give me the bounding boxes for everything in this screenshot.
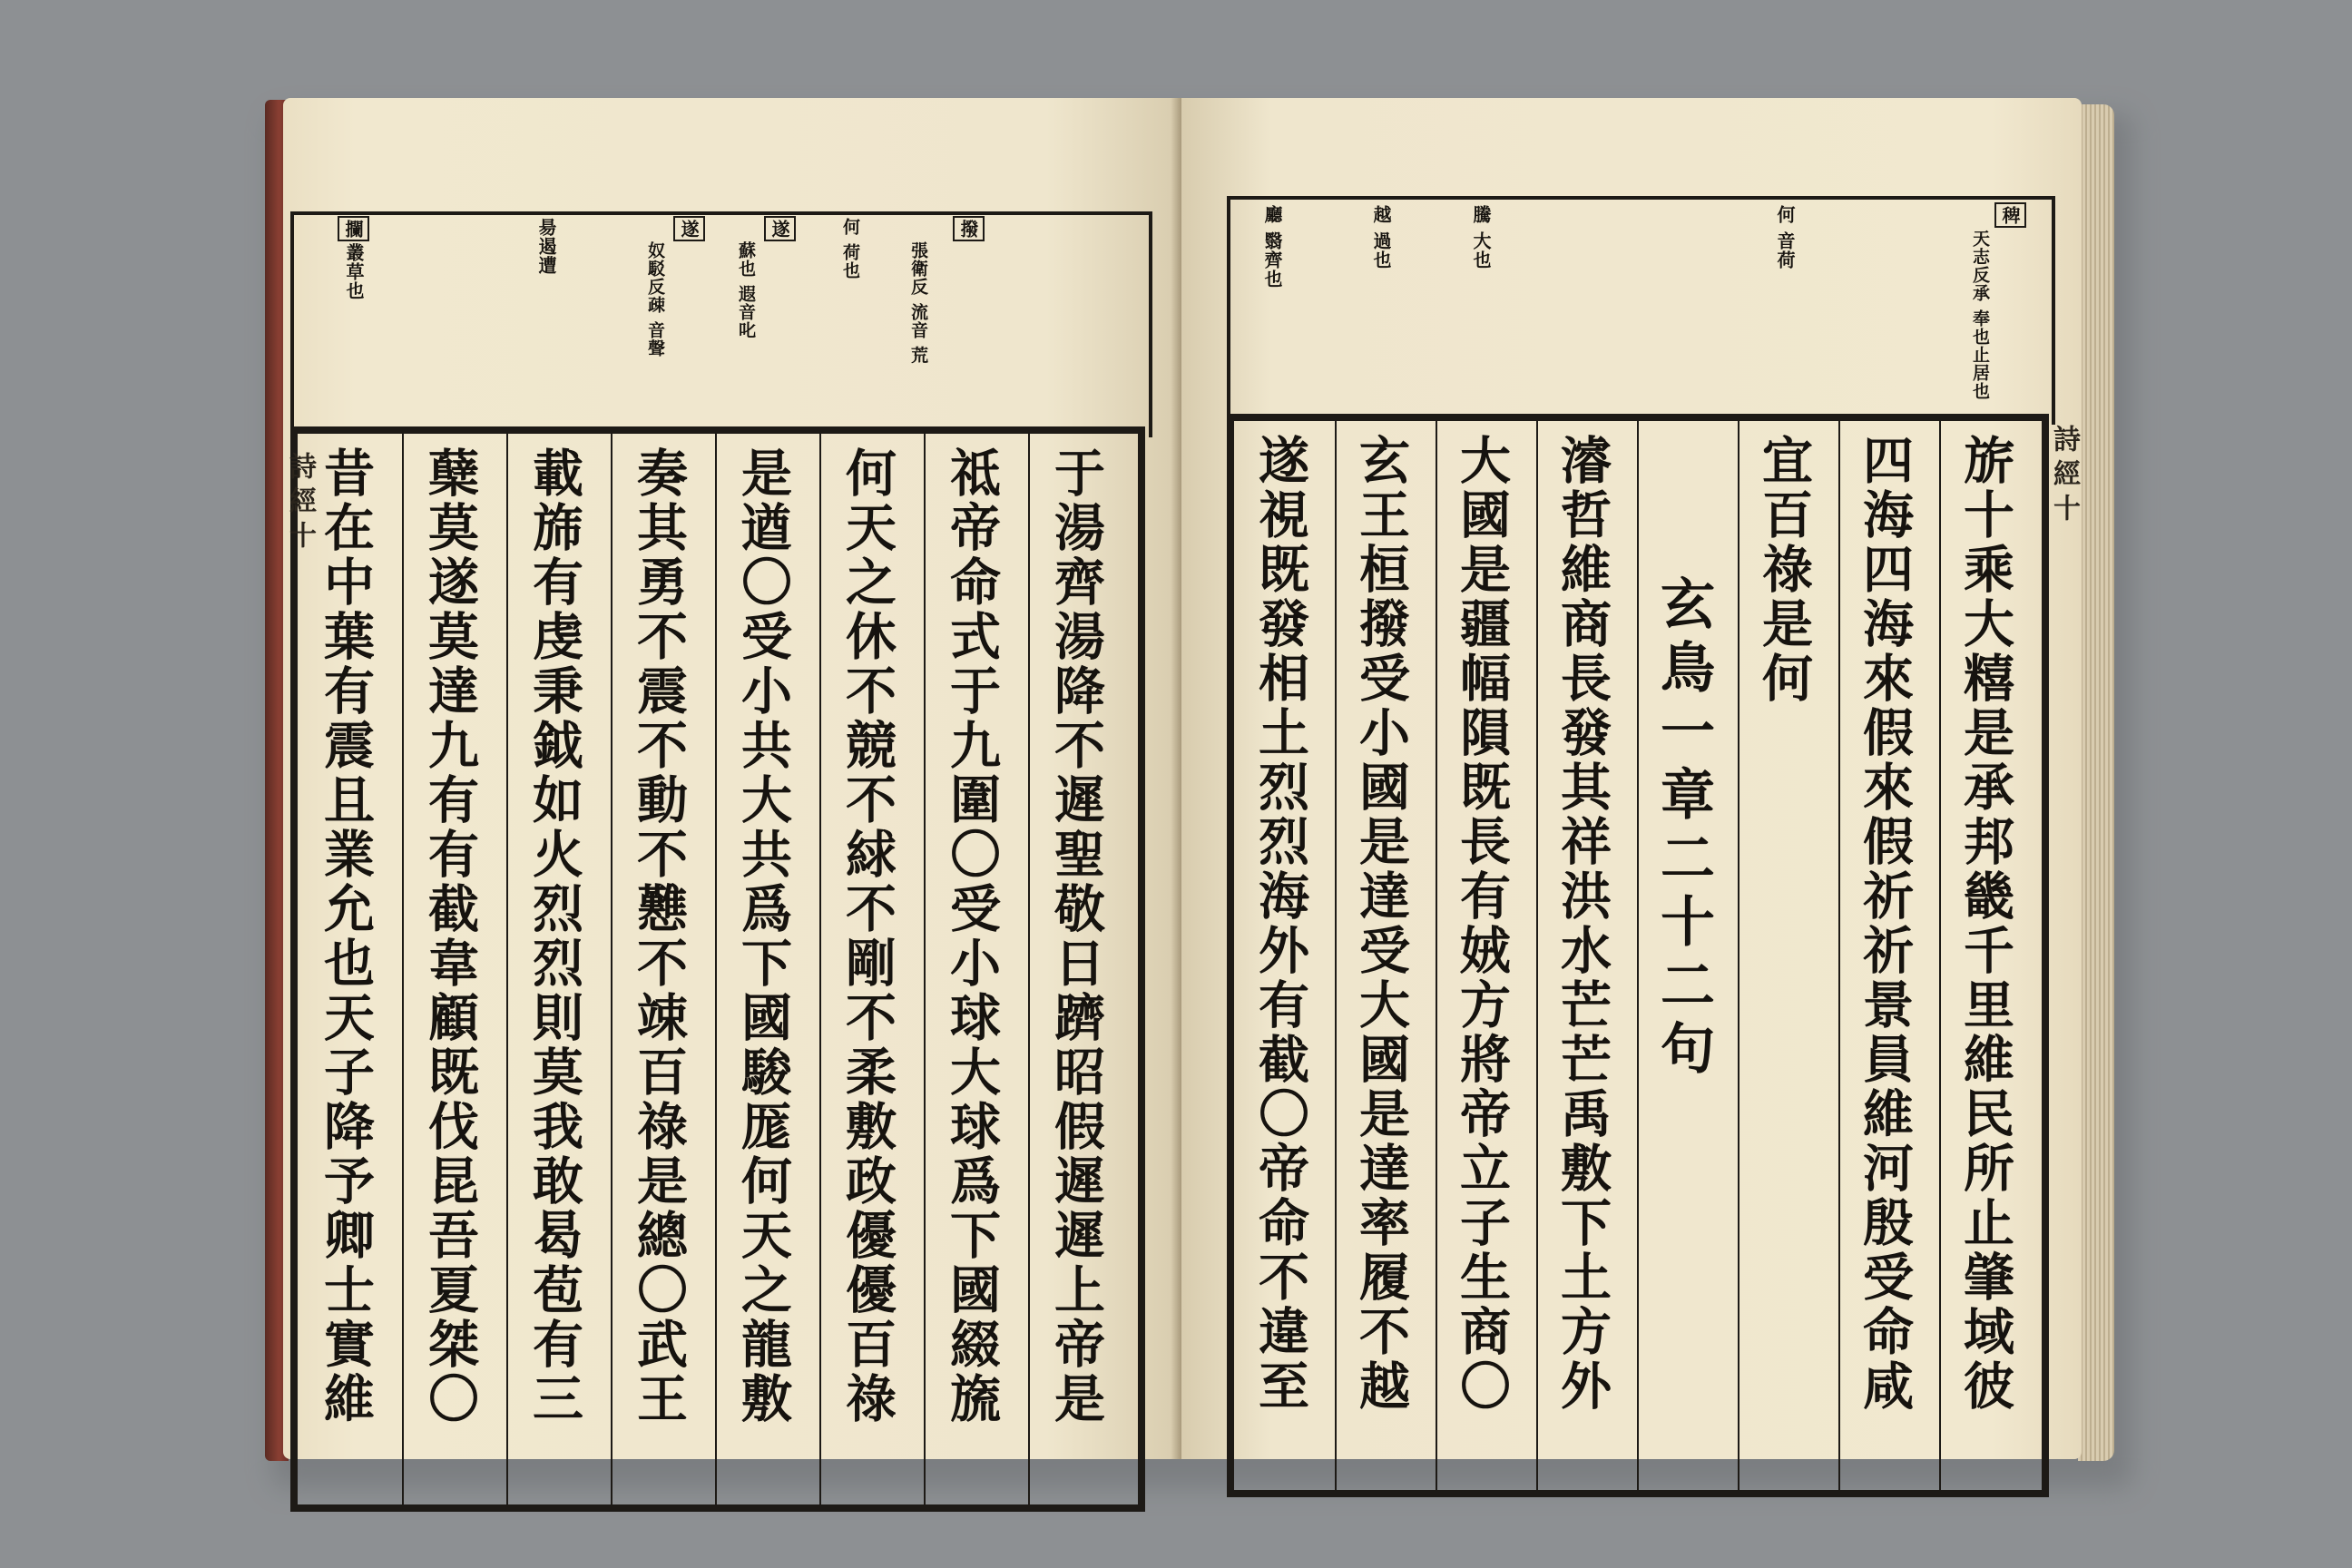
head-note-box: 撥 bbox=[953, 216, 985, 241]
head-note-text: 蘇也 遐音叱 bbox=[736, 241, 756, 339]
text-column: 大國是疆幅隕既長有娀方將帝立子生商〇 bbox=[1452, 434, 1512, 1414]
head-note-text: 何 荷也 bbox=[840, 218, 860, 279]
text-column: 載旆有虔秉鉞如火烈烈則莫我敢曷苞有三 bbox=[524, 446, 584, 1426]
right-main-frame bbox=[1227, 414, 2049, 1497]
text-column: 濬哲維商長發其祥洪水芒芒禹敷下土方外 bbox=[1553, 434, 1612, 1414]
text-column: 宜百祿是何 bbox=[1754, 434, 1814, 706]
head-note-text: 廳 翳齊也 bbox=[1261, 205, 1283, 289]
head-note-text: 天志反承 奉也止居也 bbox=[1970, 230, 1990, 400]
head-note-text: 騰 大也 bbox=[1470, 205, 1492, 270]
head-note-text: 何 音荷 bbox=[1774, 205, 1796, 270]
column-rule bbox=[1436, 421, 1437, 1490]
head-note-text: 越 過也 bbox=[1370, 205, 1392, 270]
column-rule bbox=[1335, 421, 1337, 1490]
text-column: 祗帝命式于九圍〇受小球大球爲下國綴旒 bbox=[942, 446, 1002, 1426]
text-column: 四海四海來假來假祈祈景員維河殷受命咸 bbox=[1855, 434, 1915, 1414]
left-main-frame bbox=[290, 426, 1145, 1512]
column-rule bbox=[1838, 421, 1840, 1490]
right-edge-label: 詩經十 bbox=[2048, 425, 2080, 528]
column-rule bbox=[1939, 421, 1941, 1490]
column-rule bbox=[1738, 421, 1740, 1490]
right-head-notes-frame bbox=[1227, 196, 2055, 425]
head-note-text: 奴駁反疎 音聲 bbox=[645, 241, 665, 358]
text-column: 何天之休不競不絿不剛不柔敷政優優百祿 bbox=[838, 446, 897, 1426]
column-rule bbox=[1536, 421, 1538, 1490]
text-column: 奏其勇不震不動不戁不竦百祿是總〇武王 bbox=[629, 446, 689, 1426]
right-page bbox=[1181, 98, 2082, 1459]
head-note-box: 遂 bbox=[673, 216, 705, 241]
text-column: 遂視既發相土烈烈海外有截〇帝命不違至 bbox=[1250, 434, 1310, 1414]
head-note-text: 張衛反 流音 荒 bbox=[908, 241, 928, 365]
text-column: 蘖莫遂莫達九有有截韋顧既伐昆吾夏桀〇 bbox=[420, 446, 480, 1426]
column-rule bbox=[506, 434, 508, 1504]
column-rule bbox=[715, 434, 717, 1504]
column-rule bbox=[402, 434, 404, 1504]
text-column: 于湯齊湯降不遲聖敬日躋昭假遲遲上帝是 bbox=[1046, 446, 1106, 1426]
page-fore-edge bbox=[2078, 104, 2114, 1461]
column-rule bbox=[924, 434, 926, 1504]
column-rule bbox=[611, 434, 612, 1504]
left-edge-label: 詩經十 bbox=[284, 452, 316, 555]
column-rule bbox=[1637, 421, 1639, 1490]
left-head-notes-frame bbox=[290, 211, 1152, 437]
text-column: 玄王桓撥受小國是達受大國是達率履不越 bbox=[1351, 434, 1411, 1414]
head-note-box: 稗 bbox=[1994, 202, 2026, 228]
text-column: 是遒〇受小共大共爲下國駿厖何天之龍敷 bbox=[733, 446, 793, 1426]
text-column: 旂十乘大糦是承邦畿千里維民所止肇域彼 bbox=[1955, 434, 2015, 1414]
head-note-text: 叢草也 bbox=[343, 243, 365, 300]
head-note-box: 遂 bbox=[764, 216, 796, 241]
poem-title-column: 玄鳥一章二十二句 bbox=[1651, 575, 1715, 1083]
head-note-box: 攔 bbox=[338, 216, 369, 241]
column-rule bbox=[1028, 434, 1030, 1504]
left-page bbox=[283, 98, 1181, 1459]
text-column: 昔在中葉有震且業允也天子降予卿士實維 bbox=[316, 446, 376, 1426]
column-rule bbox=[819, 434, 821, 1504]
head-note-text: 昜遏遭 bbox=[535, 218, 557, 275]
